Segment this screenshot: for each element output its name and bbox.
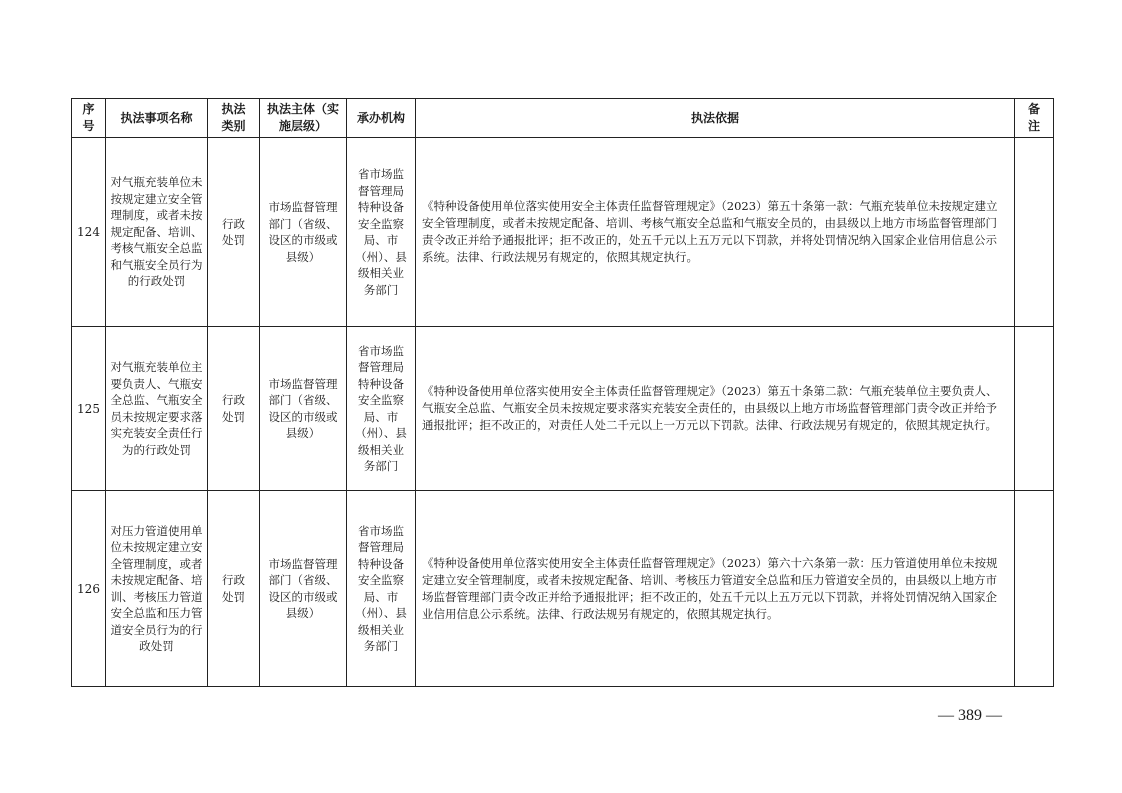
row-subject: 市场监督管理部门（省级、设区的市级或县级）: [260, 491, 347, 687]
table-row: [72, 491, 1054, 687]
header-item-name: 执法事项名称: [106, 99, 208, 138]
header-category: 执法类别: [208, 99, 260, 138]
row-item-name: 对压力管道使用单位未按规定建立安全管理制度，或者未按规定配备、培训、考核压力管道安全总监和压力管道安全员行为的行政处罚: [106, 491, 208, 687]
row-subject: 市场监督管理部门（省级、设区的市级或县级）: [260, 138, 347, 327]
row-organization: 省市场监督管理局特种设备安全监察局、市（州）、县级相关业务部门: [347, 491, 416, 687]
table-row: [72, 327, 1054, 491]
row-organization: 省市场监督管理局特种设备安全监察局、市（州）、县级相关业务部门: [347, 138, 416, 327]
row-category: 行政处罚: [208, 327, 260, 491]
row-organization: 省市场监督管理局特种设备安全监察局、市（州）、县级相关业务部门: [347, 327, 416, 491]
row-remark: [1015, 327, 1054, 491]
table-header-row: [72, 99, 1054, 138]
row-item-name: 对气瓶充装单位未按规定建立安全管理制度，或者未按规定配备、培训、考核气瓶安全总监和气瓶安全员行为的行政处罚: [106, 138, 208, 327]
row-remark: [1015, 491, 1054, 687]
row-serial-number: 125: [72, 327, 106, 491]
row-item-name: 对气瓶充装单位主要负责人、气瓶安全总监、气瓶安全员未按规定要求落实充装安全责任行为的行政处罚: [106, 327, 208, 491]
header-serial-number: 序号: [72, 99, 106, 138]
row-legal-basis: 《特种设备使用单位落实使用安全主体责任监督管理规定》（2023）第五十条第一款：气瓶充装单位未按规定建立安全管理制度，或者未按规定配备、培训、考核气瓶安全总监和气瓶安全员的，由县级以上地方市场监督管理部门责令改正并给予通报批评；拒不改正的，处五千元以上五万元以下罚款，并将处罚情况纳入国家企业信用信息公示系统。法律、行政法规另有规定的，依照其规定执行。: [416, 138, 1015, 327]
row-subject: 市场监督管理部门（省级、设区的市级或县级）: [260, 327, 347, 491]
table-row: [72, 138, 1054, 327]
header-organization: 承办机构: [347, 99, 416, 138]
row-category: 行政处罚: [208, 138, 260, 327]
row-legal-basis: 《特种设备使用单位落实使用安全主体责任监督管理规定》（2023）第五十条第二款：气瓶充装单位主要负责人、气瓶安全总监、气瓶安全员未按规定要求落实充装安全责任的，由县级以上地方市场监督管理部门责令改正并给予通报批评；拒不改正的，对责任人处二千元以上一万元以下罚款。法律、行政法规另有规定的，依照其规定执行。: [416, 327, 1015, 491]
enforcement-items-table: [71, 98, 1054, 687]
row-legal-basis: 《特种设备使用单位落实使用安全主体责任监督管理规定》（2023）第六十六条第一款：压力管道使用单位未按规定建立安全管理制度，或者未按规定配备、培训、考核压力管道安全总监和压力管道安全员的，由县级以上地方市场监督管理部门责令改正并给予通报批评；拒不改正的，处五千元以上五万元以下罚款，并将处罚情况纳入国家企业信用信息公示系统。法律、行政法规另有规定的，依照其规定执行。: [416, 491, 1015, 687]
row-serial-number: 126: [72, 491, 106, 687]
row-remark: [1015, 138, 1054, 327]
row-serial-number: 124: [72, 138, 106, 327]
row-category: 行政处罚: [208, 491, 260, 687]
header-subject: 执法主体（实施层级）: [260, 99, 347, 138]
page-number: — 389 —: [938, 707, 1002, 724]
header-remark: 备注: [1015, 99, 1054, 138]
header-legal-basis: 执法依据: [416, 99, 1015, 138]
